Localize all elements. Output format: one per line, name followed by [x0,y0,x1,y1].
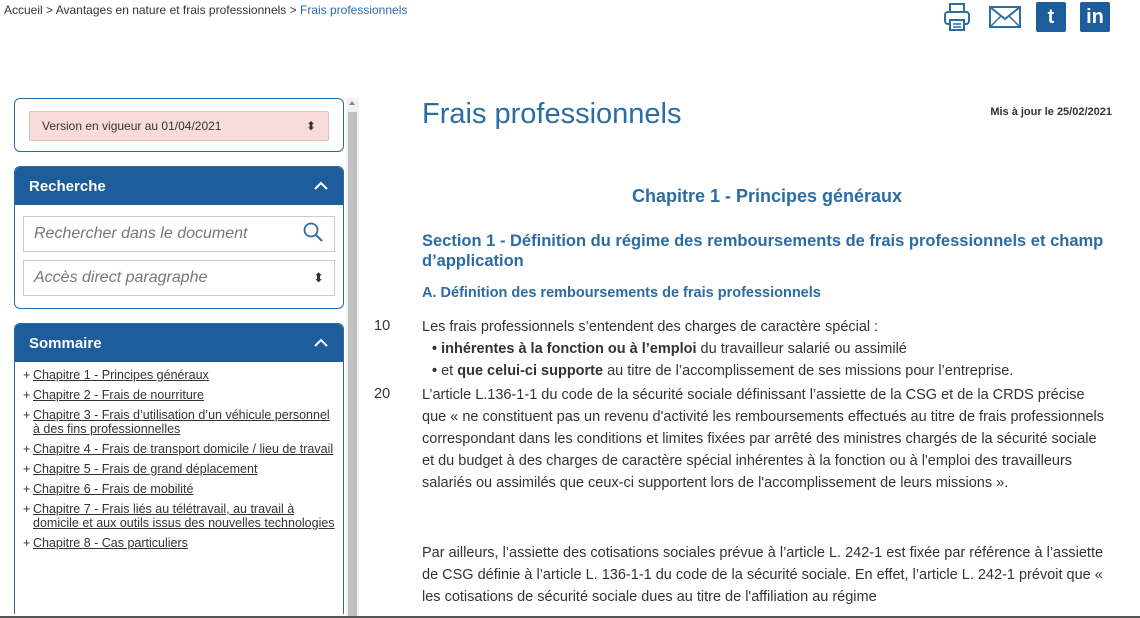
search-icon[interactable] [302,221,324,248]
share-toolbar [940,0,1110,34]
plus-icon[interactable]: + [23,502,31,516]
bullet-list [422,338,1112,382]
summary-link[interactable]: Chapitre 6 - Frais de mobilité [33,482,194,496]
search-placeholder: Rechercher dans le document [34,225,248,242]
plus-icon[interactable]: + [23,482,31,496]
bullet-text: du travailleur salarié ou assimilé [696,341,907,357]
summary-link[interactable]: Chapitre 2 - Frais de nourriture [33,388,204,402]
bullet-bold: que celui-ci supporte [457,363,604,379]
version-box [14,98,344,152]
version-select[interactable] [29,111,329,141]
scrollbar-thumb[interactable] [348,112,357,618]
subsection-heading: A. Définition des remboursements de frais professionnels [422,285,821,301]
summary-item [23,482,337,496]
paragraph-select-label: Accès direct paragraphe [34,269,208,286]
plus-icon[interactable]: + [23,368,31,382]
chapter-heading: Chapitre 1 - Principes généraux [631,186,903,206]
search-panel-title: Recherche [29,177,106,195]
bullet-item [432,338,1112,360]
page-title: Frais professionnels [422,98,682,130]
search-panel [14,166,344,309]
linkedin-glyph: in [1086,5,1104,28]
bullet-text: et [441,363,458,379]
twitter-icon[interactable] [1036,2,1066,32]
summary-item [23,536,337,550]
breadcrumb-avantages[interactable]: Avantages en nature et frais professionnels [55,3,287,17]
summary-link[interactable]: Chapitre 8 - Cas particuliers [33,536,188,550]
select-arrows-icon: ⬍ [305,119,316,133]
updated-date: Mis à jour le 25/02/2021 [990,106,1112,118]
summary-item [23,462,337,476]
bullet-item [432,360,1112,382]
chevron-up-icon[interactable] [313,335,329,351]
breadcrumb-current: Frais professionnels [299,3,408,17]
breadcrumb-separator: > [286,3,300,17]
paragraph-definition [422,316,1112,382]
line-number: 20 [374,386,391,402]
paragraph-assiette: Par ailleurs, l’assiette des cotisations sociales prévue à l’article L. 242-1 est fixée par référence à l’assiette de CSG définie à l’article L. 136-1-1 du code de la sécurité sociale. En effet, l’article L. 242-1 prévoit que « les cotisations de sécurité sociale dues au titre de l'affiliation au régime [422,545,1104,605]
paragraph-select[interactable] [23,260,335,296]
version-label: Version en vigueur au 01/04/2021 [42,119,222,133]
printer-icon[interactable] [940,0,974,34]
summary-link[interactable]: Chapitre 5 - Frais de grand déplacement [33,462,258,476]
summary-panel-header[interactable] [15,324,343,362]
plus-icon[interactable]: + [23,408,31,422]
paragraph-article: L’article L.136-1-1 du code de la sécurité sociale définissant l’assiette de la CSG et de la CRDS précise que « ne constituent pas un revenu d'activité les remboursements effectués au titre de frais professionnels correspondant dans les conditions et limites fixées par arrêté des ministres chargés de la sécurité sociale et du budget à des charges de caractère spécial inhérentes à la fonction ou à l'emploi des travailleurs salariés ou assimilés que ceux-ci supportent lors de l'accomplissement de leurs missions ». [422,387,1104,491]
line-number: 10 [374,318,391,334]
sidebar [14,98,344,614]
linkedin-icon[interactable] [1080,2,1110,32]
scroll-up-arrow-icon[interactable] [349,101,355,105]
summary-panel [14,323,344,614]
summary-item [23,368,337,382]
summary-link[interactable]: Chapitre 3 - Frais d’utilisation d’un véhicule personnel à des fins professionnelles [33,408,330,436]
breadcrumb [4,3,407,17]
envelope-icon[interactable] [988,0,1022,34]
summary-item [23,388,337,402]
paragraph-intro: Les frais professionnels s’entendent des charges de caractère spécial : [422,319,879,335]
plus-icon[interactable]: + [23,442,31,456]
bullet-text: au titre de l’accomplissement de ses missions pour l’entreprise. [603,363,1014,379]
plus-icon[interactable]: + [23,536,31,550]
sidebar-scrollbar[interactable] [346,98,359,618]
chevron-up-icon[interactable] [313,178,329,194]
summary-panel-title: Sommaire [29,334,102,352]
summary-item [23,408,337,436]
plus-icon[interactable]: + [23,388,31,402]
summary-link[interactable]: Chapitre 1 - Principes généraux [33,368,209,382]
summary-item [23,502,337,530]
plus-icon[interactable]: + [23,462,31,476]
summary-list [15,362,343,550]
summary-link[interactable]: Chapitre 4 - Frais de transport domicile / lieu de travail [33,442,334,456]
search-panel-header[interactable] [15,167,343,205]
section-heading: Section 1 - Définition du régime des remboursements de frais professionnels et champ d’application [422,232,1104,270]
bullet-bold: inhérentes à la fonction ou à l’emploi [441,341,697,357]
summary-link[interactable]: Chapitre 7 - Frais liés au télétravail, au travail à domicile et aux outils issus des nouvelles technologies [33,502,335,530]
search-input[interactable] [23,216,335,252]
select-arrows-icon: ⬍ [313,270,324,285]
breadcrumb-separator: > [42,3,56,17]
breadcrumb-home[interactable]: Accueil [4,3,43,17]
summary-item [23,442,337,456]
twitter-glyph: t [1047,5,1055,28]
